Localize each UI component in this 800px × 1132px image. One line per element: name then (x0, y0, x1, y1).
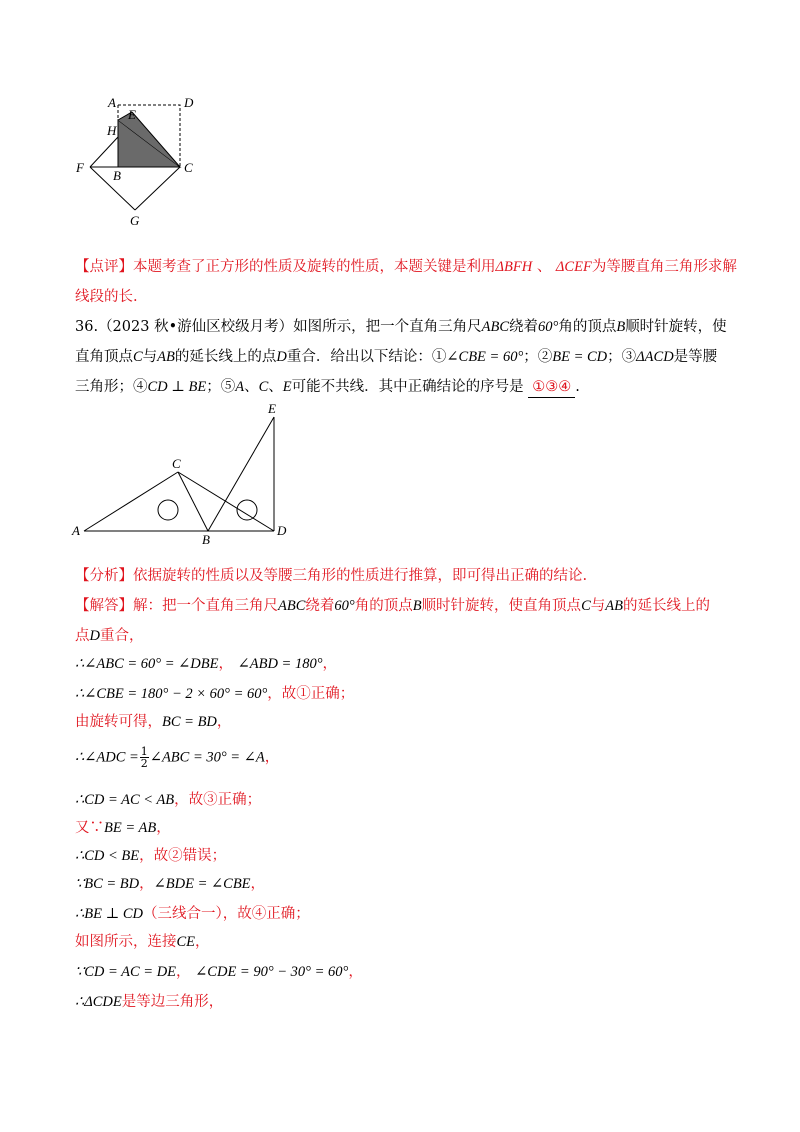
s-text: ， (216, 714, 232, 730)
square-rotation-figure (70, 92, 200, 232)
solution-line-2 (75, 626, 143, 646)
s-text: ，故③正确； (174, 792, 262, 808)
comment-line-2 (75, 287, 138, 307)
q-math: D (276, 349, 287, 365)
q-text: 直角顶点 (75, 349, 133, 365)
q-math: B (616, 319, 626, 335)
label-c: C (184, 160, 193, 175)
conclusion-1: ∠CBE = 60° (446, 349, 524, 365)
q-text: ；③ (607, 349, 637, 365)
solution-line-9 (75, 846, 226, 866)
q-text: 角的顶点 (558, 319, 617, 335)
triangle-bfh: ΔBFH (495, 259, 533, 275)
label-d: D (184, 95, 194, 110)
triangle-cef: ΔCEF (555, 259, 592, 275)
analysis-line (75, 566, 587, 586)
label-h: H (107, 123, 117, 138)
s-text: ， (264, 749, 280, 766)
s-text: 的延长线上的 (622, 598, 710, 614)
circle-left (158, 500, 178, 520)
conclusion-4: CD ⊥ BE (147, 379, 207, 395)
solution-line-1 (75, 596, 710, 616)
question-line-3 (75, 377, 580, 398)
frac-num: 1 (140, 745, 148, 758)
s-math: CE (176, 934, 196, 950)
q-math: 60° (538, 319, 559, 335)
q-text: 重合．给出以下结论：① (286, 349, 447, 365)
s-math: B (412, 598, 422, 614)
q-text: 与 (142, 349, 158, 365)
label-f: F (76, 160, 84, 175)
s-math: ∵BC = BD (75, 876, 140, 892)
s-math: ABC (278, 598, 306, 614)
solution-line-7 (75, 790, 261, 810)
label-e: E (128, 107, 136, 122)
s-text: （三线合一），故④正确； (142, 906, 310, 922)
s-text: 顺时针旋转，使直角顶点 (421, 598, 582, 614)
s-text: 与 (590, 598, 606, 614)
triangle-rotation-figure (68, 400, 298, 550)
s-math: ∠ABD = 180° (237, 656, 323, 672)
s-math: D (89, 628, 100, 644)
question-line-1 (75, 317, 727, 337)
q-text: ；⑤ (206, 379, 236, 395)
s-text: ， (348, 964, 363, 980)
label-a: A (108, 95, 116, 110)
q-text: 三角形；④ (75, 379, 148, 395)
s-math: AB (605, 598, 623, 614)
s-math: ∠BDE = ∠CBE (153, 876, 251, 892)
solution-line-4 (75, 684, 354, 704)
q-math: C (258, 379, 269, 395)
q-text: ；② (523, 349, 553, 365)
comment-text-3: 线段的长. (75, 289, 138, 305)
label-g: G (130, 213, 140, 228)
solution-tag: 【解答】 (75, 598, 133, 614)
label-b: B (202, 532, 210, 547)
label-e: E (268, 401, 276, 416)
s-text: 如图所示，连接 (75, 934, 177, 950)
solution-line-12 (75, 932, 210, 952)
s-text: ， (218, 656, 233, 672)
solution-line-14 (75, 992, 223, 1012)
s-math: ∴BE ⊥ CD (75, 906, 143, 922)
comment-text-2: 为等腰直角三角形求解 (591, 259, 737, 275)
q-math: E (282, 379, 292, 395)
question-source: （2023 秋•游仙区校级月考） (98, 319, 294, 335)
q-math: C (133, 349, 143, 365)
q-text: 、 (268, 379, 283, 395)
s-math: ∵CD = AC = DE (75, 964, 177, 980)
solution-line-13 (75, 962, 363, 982)
s-math: ∴∠ADC = (75, 749, 139, 766)
conclusion-3: ΔACD (636, 349, 674, 365)
solution-line-10 (75, 874, 265, 894)
s-math: BE = AB (104, 820, 157, 836)
s-text: 又∵ (75, 820, 104, 836)
question-number: 36. (75, 319, 99, 335)
s-math: ∴∠CBE = 180° − 2 × 60° = 60° (75, 686, 268, 702)
q-text: 顺时针旋转，使 (625, 319, 727, 335)
label-a: A (72, 523, 80, 538)
q-text: 的延长线上的点 (174, 349, 277, 365)
s-math: BC = BD (162, 714, 217, 730)
s-text: ， (250, 876, 266, 892)
s-math: ∠CDE = 90° − 30° = 60° (195, 964, 349, 980)
solution-line-11 (75, 904, 310, 924)
s-math: ∴CD = AC < AB (75, 792, 175, 808)
q-math: AB (157, 349, 175, 365)
s-math: 60° (334, 598, 355, 614)
s-text: 绕着 (305, 598, 335, 614)
s-text: ， (139, 876, 154, 892)
q-text: . (575, 379, 580, 395)
q-text: 是等腰 (673, 349, 718, 365)
label-c: C (172, 456, 181, 471)
s-text: ，故①正确； (267, 686, 355, 702)
s-text: ， (195, 934, 210, 950)
s-text: ， (322, 656, 337, 672)
separator: 、 (536, 259, 552, 275)
s-math: ∠ABC = 30° = ∠A (149, 749, 265, 766)
q-text: 绕着 (509, 319, 539, 335)
q-text: 如图所示，把一个直角三角尺 (293, 319, 482, 335)
analysis-text: 依据旋转的性质以及等腰三角形的性质进行推算，即可得出正确的结论. (133, 568, 588, 584)
fraction-half (140, 746, 149, 769)
s-text: 由旋转可得， (75, 714, 162, 730)
conclusion-2: BE = CD (552, 349, 608, 365)
solution-line-8 (75, 818, 171, 838)
question-line-2 (75, 347, 717, 367)
q-math: A (235, 379, 245, 395)
s-text: 重合， (99, 628, 144, 644)
label-d: D (277, 523, 287, 538)
frac-den: 2 (140, 757, 148, 770)
s-text: 解：把一个直角三角尺 (133, 598, 278, 614)
comment-text-1: 本题考查了正方形的性质及旋转的性质，本题关键是利用 (133, 259, 496, 275)
comment-tag: 【点评】 (75, 259, 133, 275)
s-math: C (581, 598, 591, 614)
solution-line-6 (75, 746, 279, 769)
s-text: ， (156, 820, 171, 836)
answer-blank: ①③④ (528, 377, 575, 398)
q-text: 可能不共线．其中正确结论的序号是 (291, 379, 524, 395)
s-text: 是等边三角形， (121, 994, 224, 1010)
s-text: 角的顶点 (354, 598, 413, 614)
s-text: 点 (75, 628, 90, 644)
s-math: ∴∠ABC = 60° = ∠DBE (75, 656, 219, 672)
s-text: ， (176, 964, 191, 980)
analysis-tag: 【分析】 (75, 568, 133, 584)
solution-line-3 (75, 654, 337, 674)
s-math: ∴ΔCDE (75, 994, 122, 1010)
label-b: B (113, 168, 121, 183)
comment-line-1 (75, 257, 737, 277)
q-text: 、 (244, 379, 259, 395)
solution-line-5 (75, 712, 231, 732)
q-math: ABC (481, 319, 510, 335)
s-math: ∴CD < BE (75, 848, 140, 864)
s-text: ，故②错误； (139, 848, 227, 864)
